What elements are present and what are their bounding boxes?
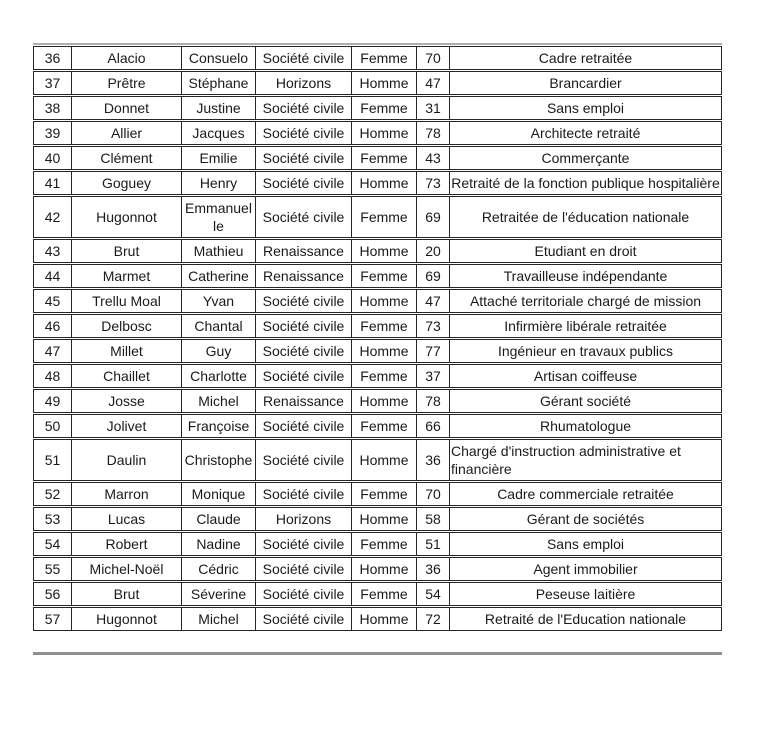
cell-last-name: Millet	[72, 340, 182, 362]
cell-profession: Retraité de la fonction publique hospitalière	[451, 175, 720, 191]
cell-list: Société civile	[256, 365, 352, 387]
cell-age: 47	[417, 72, 450, 94]
cell-profession: Gérant société	[539, 393, 632, 409]
cell-number: 55	[34, 558, 72, 580]
cell-number: 51	[34, 440, 72, 480]
table-row	[33, 389, 722, 413]
cell-list: Société civile	[256, 172, 352, 194]
table-row	[33, 532, 722, 556]
cell-list: Société civile	[256, 483, 352, 505]
cell-age: 47	[417, 290, 450, 312]
cell-last-name: Daulin	[72, 440, 182, 480]
cell-list: Société civile	[256, 47, 352, 69]
table-row	[33, 607, 722, 631]
table-row	[33, 121, 722, 145]
table-row	[33, 507, 722, 531]
cell-gender: Homme	[352, 122, 417, 144]
cell-first-name: Consuelo	[182, 47, 256, 69]
cell-first-name: Justine	[182, 97, 256, 119]
cell-age: 43	[417, 147, 450, 169]
table-row	[33, 146, 722, 170]
cell-age: 58	[417, 508, 450, 530]
table-row	[33, 71, 722, 95]
cell-first-name: Michel	[182, 390, 256, 412]
cell-number: 52	[34, 483, 72, 505]
cell-list: Société civile	[256, 558, 352, 580]
cell-profession: Retraité de l'Education nationale	[484, 611, 687, 627]
cell-age: 72	[417, 608, 450, 630]
cell-age: 66	[417, 415, 450, 437]
cell-last-name: Donnet	[72, 97, 182, 119]
cell-gender: Femme	[352, 147, 417, 169]
cell-last-name: Josse	[72, 390, 182, 412]
table-row	[33, 557, 722, 581]
cell-last-name: Lucas	[72, 508, 182, 530]
cell-number: 47	[34, 340, 72, 362]
cell-first-name: Mathieu	[182, 240, 256, 262]
cell-number: 56	[34, 583, 72, 605]
cell-profession: Sans emploi	[546, 536, 625, 552]
cell-last-name: Allier	[72, 122, 182, 144]
cell-first-name: Jacques	[182, 122, 256, 144]
cell-age: 70	[417, 47, 450, 69]
cell-age: 36	[417, 440, 450, 480]
cell-gender: Homme	[352, 290, 417, 312]
cell-number: 43	[34, 240, 72, 262]
cell-last-name: Hugonnot	[72, 197, 182, 237]
cell-number: 39	[34, 122, 72, 144]
cell-age: 20	[417, 240, 450, 262]
cell-gender: Femme	[352, 583, 417, 605]
cell-last-name: Clément	[72, 147, 182, 169]
table-row	[33, 582, 722, 606]
cell-gender: Femme	[352, 315, 417, 337]
cell-number: 46	[34, 315, 72, 337]
candidates-table	[33, 46, 722, 631]
cell-gender: Homme	[352, 240, 417, 262]
cell-age: 69	[417, 265, 450, 287]
table-row	[33, 46, 722, 70]
cell-first-name: Nadine	[182, 533, 256, 555]
cell-number: 45	[34, 290, 72, 312]
table-row	[33, 314, 722, 338]
table-row	[33, 414, 722, 438]
cell-first-name: Yvan	[182, 290, 256, 312]
cell-list: Horizons	[256, 72, 352, 94]
cell-last-name: Hugonnot	[72, 608, 182, 630]
cell-age: 51	[417, 533, 450, 555]
table-crop-edge-bottom	[33, 652, 722, 655]
cell-gender: Homme	[352, 172, 417, 194]
table-row	[33, 289, 722, 313]
cell-profession: Cadre commerciale retraitée	[497, 486, 674, 502]
cell-number: 50	[34, 415, 72, 437]
cell-first-name: Cédric	[182, 558, 256, 580]
cell-gender: Femme	[352, 365, 417, 387]
table-row	[33, 482, 722, 506]
cell-last-name: Chaillet	[72, 365, 182, 387]
cell-list: Renaissance	[256, 265, 352, 287]
cell-first-name: Emmanuelle	[182, 197, 256, 237]
cell-number: 49	[34, 390, 72, 412]
cell-profession: Sans emploi	[546, 100, 625, 116]
cell-list: Société civile	[256, 97, 352, 119]
cell-profession: Agent immobilier	[533, 561, 638, 577]
cell-last-name: Michel-Noël	[72, 558, 182, 580]
cell-first-name: Séverine	[182, 583, 256, 605]
cell-gender: Homme	[352, 390, 417, 412]
cell-age: 31	[417, 97, 450, 119]
cell-last-name: Alacio	[72, 47, 182, 69]
cell-list: Société civile	[256, 415, 352, 437]
cell-last-name: Delbosc	[72, 315, 182, 337]
table-row	[33, 439, 722, 481]
table-row	[33, 364, 722, 388]
cell-profession: Peseuse laitière	[535, 586, 636, 602]
cell-gender: Femme	[352, 265, 417, 287]
cell-gender: Homme	[352, 608, 417, 630]
cell-age: 73	[417, 172, 450, 194]
cell-list: Société civile	[256, 583, 352, 605]
cell-first-name: Françoise	[182, 415, 256, 437]
cell-profession: Artisan coiffeuse	[533, 368, 638, 384]
cell-number: 44	[34, 265, 72, 287]
cell-profession: Cadre retraitée	[538, 50, 633, 66]
table-row	[33, 264, 722, 288]
cell-number: 54	[34, 533, 72, 555]
cell-gender: Homme	[352, 72, 417, 94]
cell-last-name: Goguey	[72, 172, 182, 194]
cell-number: 53	[34, 508, 72, 530]
cell-profession: Brancardier	[549, 75, 622, 91]
cell-last-name: Jolivet	[72, 415, 182, 437]
cell-first-name: Michel	[182, 608, 256, 630]
cell-age: 77	[417, 340, 450, 362]
cell-gender: Femme	[352, 47, 417, 69]
cell-age: 78	[417, 390, 450, 412]
cell-first-name: Christophe	[182, 440, 256, 480]
cell-last-name: Brut	[72, 583, 182, 605]
cell-number: 40	[34, 147, 72, 169]
cell-first-name: Stéphane	[182, 72, 256, 94]
table-crop-edge-top	[33, 43, 722, 45]
cell-age: 54	[417, 583, 450, 605]
table-row	[33, 171, 722, 195]
cell-profession: Travailleuse indépendante	[503, 268, 668, 284]
table-row	[33, 239, 722, 263]
cell-list: Société civile	[256, 147, 352, 169]
cell-list: Renaissance	[256, 240, 352, 262]
cell-list: Renaissance	[256, 390, 352, 412]
cell-profession: Attaché territoriale chargé de mission	[469, 293, 702, 309]
cell-profession: Gérant de sociétés	[526, 511, 645, 527]
cell-profession: Architecte retraité	[530, 125, 641, 141]
cell-profession: Commerçante	[541, 150, 630, 166]
cell-gender: Femme	[352, 483, 417, 505]
cell-gender: Homme	[352, 558, 417, 580]
cell-first-name: Claude	[182, 508, 256, 530]
cell-number: 36	[34, 47, 72, 69]
cell-list: Société civile	[256, 340, 352, 362]
cell-list: Horizons	[256, 508, 352, 530]
cell-age: 36	[417, 558, 450, 580]
cell-first-name: Henry	[182, 172, 256, 194]
cell-age: 73	[417, 315, 450, 337]
cell-last-name: Marmet	[72, 265, 182, 287]
cell-profession: Ingénieur en travaux publics	[497, 343, 674, 359]
cell-list: Société civile	[256, 197, 352, 237]
cell-gender: Femme	[352, 415, 417, 437]
cell-profession: Chargé d'instruction administrative et financière	[451, 443, 681, 477]
cell-gender: Femme	[352, 197, 417, 237]
cell-profession: Retraitée de l'éducation nationale	[481, 209, 690, 225]
cell-number: 37	[34, 72, 72, 94]
cell-list: Société civile	[256, 440, 352, 480]
cell-first-name: Chantal	[182, 315, 256, 337]
cell-gender: Femme	[352, 533, 417, 555]
cell-last-name: Marron	[72, 483, 182, 505]
cell-profession: Etudiant en droit	[534, 243, 637, 259]
cell-number: 42	[34, 197, 72, 237]
cell-profession: Rhumatologue	[539, 418, 632, 434]
cell-list: Société civile	[256, 290, 352, 312]
cell-last-name: Trellu Moal	[72, 290, 182, 312]
cell-first-name: Catherine	[182, 265, 256, 287]
cell-gender: Homme	[352, 440, 417, 480]
cell-list: Société civile	[256, 122, 352, 144]
cell-number: 38	[34, 97, 72, 119]
cell-first-name: Monique	[182, 483, 256, 505]
cell-gender: Femme	[352, 97, 417, 119]
table-row	[33, 339, 722, 363]
cell-age: 70	[417, 483, 450, 505]
cell-first-name: Charlotte	[182, 365, 256, 387]
cell-number: 57	[34, 608, 72, 630]
cell-first-name: Emilie	[182, 147, 256, 169]
cell-last-name: Prêtre	[72, 72, 182, 94]
cell-last-name: Robert	[72, 533, 182, 555]
cell-gender: Homme	[352, 340, 417, 362]
cell-age: 69	[417, 197, 450, 237]
cell-number: 41	[34, 172, 72, 194]
cell-gender: Homme	[352, 508, 417, 530]
cell-list: Société civile	[256, 533, 352, 555]
cell-age: 37	[417, 365, 450, 387]
cell-first-name: Guy	[182, 340, 256, 362]
cell-list: Société civile	[256, 315, 352, 337]
table-row	[33, 96, 722, 120]
cell-last-name: Brut	[72, 240, 182, 262]
cell-number: 48	[34, 365, 72, 387]
cell-profession: Infirmière libérale retraitée	[504, 318, 667, 334]
cell-age: 78	[417, 122, 450, 144]
cell-list: Société civile	[256, 608, 352, 630]
table-row	[33, 196, 722, 238]
